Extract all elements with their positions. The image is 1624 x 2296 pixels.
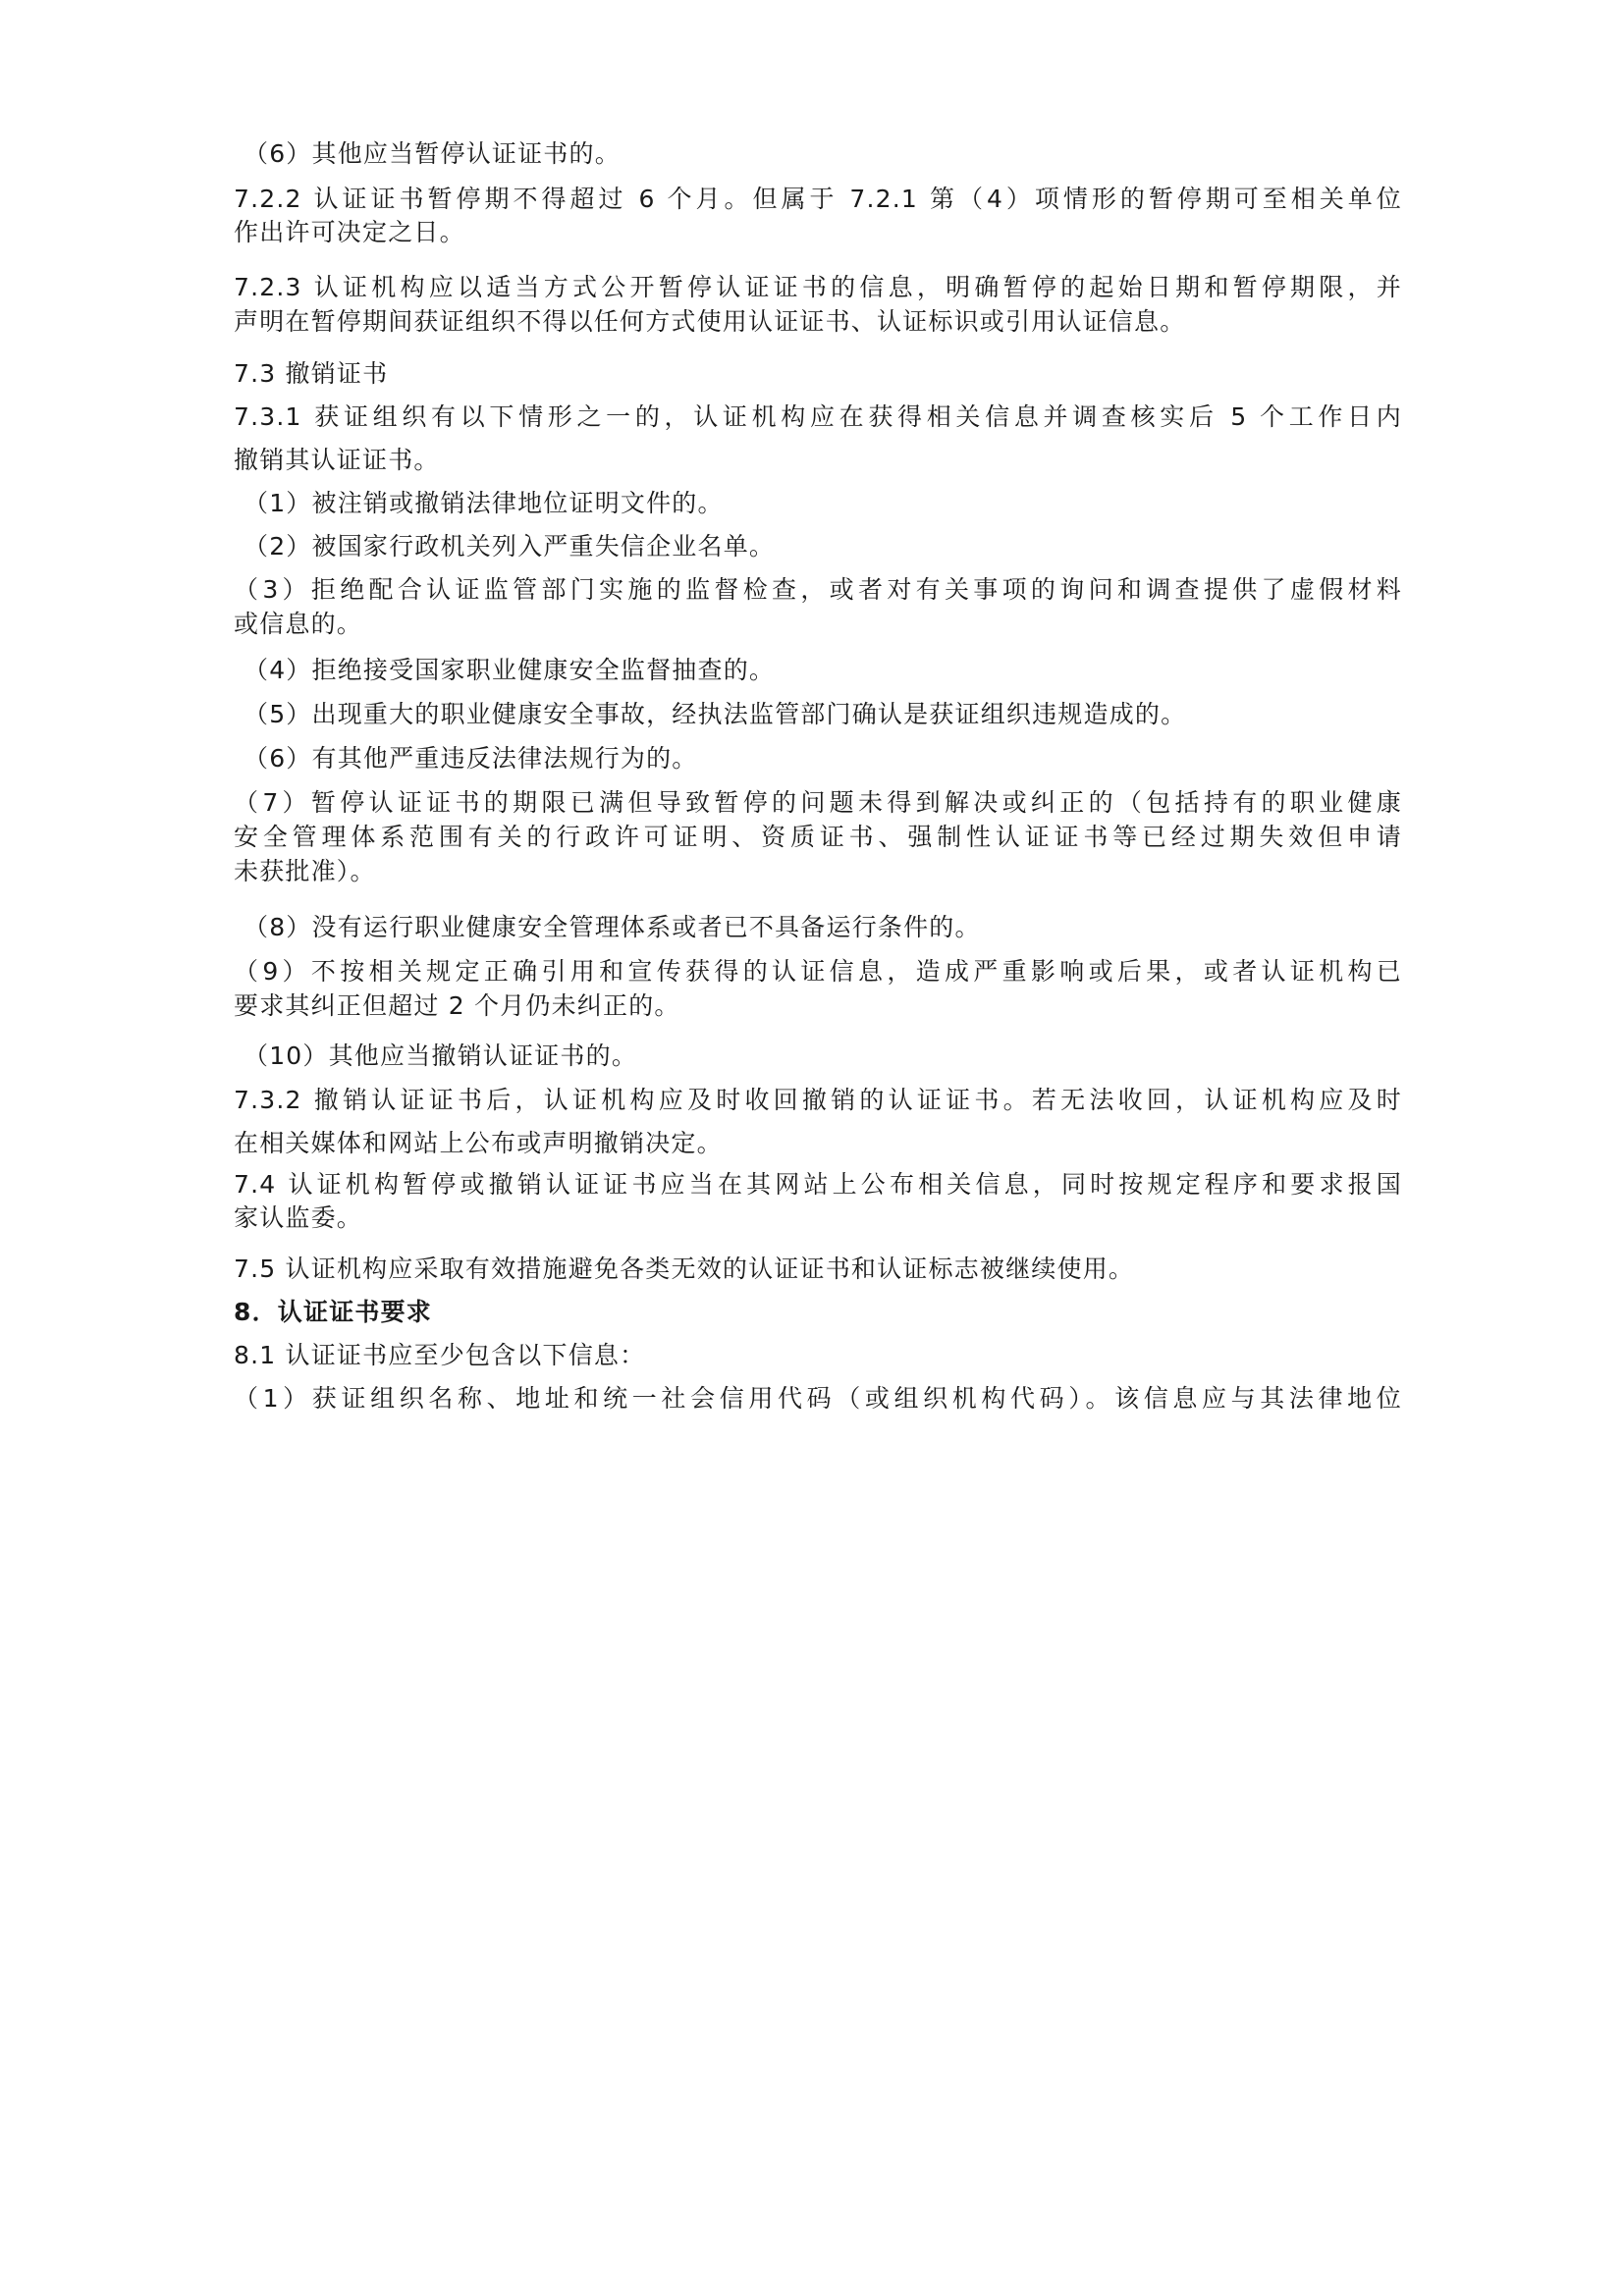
text-line: 撤销其认证证书。 xyxy=(234,446,440,474)
text-line: 7.2.2 认证证书暂停期不得超过 6 个月。但属于 7.2.1 第（4）项情形的暂停期可至相关单位 xyxy=(234,185,1402,213)
text-line: 7.3.2 撤销认证证书后，认证机构应及时收回撤销的认证证书。若无法收回，认证机构应及时 xyxy=(234,1086,1402,1114)
list-item: （10）其他应当撤销认证证书的。 xyxy=(244,1041,638,1070)
text-line: 7.5 认证机构应采取有效措施避免各类无效的认证证书和认证标志被继续使用。 xyxy=(234,1255,1135,1283)
text-line: 8.1 认证证书应至少包含以下信息： xyxy=(234,1341,646,1369)
list-item: （6）有其他严重违反法律法规行为的。 xyxy=(244,744,698,773)
text-line: 要求其纠正但超过 2 个月仍未纠正的。 xyxy=(234,991,680,1020)
list-item: （1）获证组织名称、地址和统一社会信用代码（或组织机构代码）。该信息应与其法律地位 xyxy=(234,1384,1402,1413)
list-item: （3）拒绝配合认证监管部门实施的监督检查，或者对有关事项的询问和调查提供了虚假材料 xyxy=(234,575,1402,604)
text-line: 或信息的。 xyxy=(234,610,363,638)
list-item: （9）不按相关规定正确引用和宣传获得的认证信息，造成严重影响或后果，或者认证机构已 xyxy=(234,957,1402,986)
list-item: （4）拒绝接受国家职业健康安全监督抽查的。 xyxy=(244,656,776,684)
list-item: （8）没有运行职业健康安全管理体系或者已不具备运行条件的。 xyxy=(244,913,981,941)
list-item: （1）被注销或撤销法律地位证明文件的。 xyxy=(244,489,724,517)
section-heading: 8．认证证书要求 xyxy=(234,1298,432,1326)
text-line: 家认监委。 xyxy=(234,1203,363,1232)
text-line: 在相关媒体和网站上公布或声明撤销决定。 xyxy=(234,1129,723,1157)
list-item: （5）出现重大的职业健康安全事故，经执法监管部门确认是获证组织违规造成的。 xyxy=(244,700,1187,728)
section-heading: 7.3 撤销证书 xyxy=(234,359,389,388)
text-line: 7.2.3 认证机构应以适当方式公开暂停认证证书的信息，明确暂停的起始日期和暂停期限，并 xyxy=(234,273,1402,301)
list-item: （7）暂停认证证书的期限已满但导致暂停的问题未得到解决或纠正的（包括持有的职业健康 xyxy=(234,788,1402,817)
text-line: 声明在暂停期间获证组织不得以任何方式使用认证证书、认证标识或引用认证信息。 xyxy=(234,307,1186,336)
text-line: 未获批准）。 xyxy=(234,857,376,885)
text-line: 7.3.1 获证组织有以下情形之一的，认证机构应在获得相关信息并调查核实后 5 个工作日内 xyxy=(234,402,1402,431)
list-item: （2）被国家行政机关列入严重失信企业名单。 xyxy=(244,532,776,561)
text-line: 作出许可决定之日。 xyxy=(234,218,465,246)
text-line: 安全管理体系范围有关的行政许可证明、资质证书、强制性认证证书等已经过期失效但申请 xyxy=(234,823,1402,851)
text-line: 7.4 认证机构暂停或撤销认证证书应当在其网站上公布相关信息，同时按规定程序和要求报国 xyxy=(234,1170,1402,1199)
text-line: （6）其他应当暂停认证证书的。 xyxy=(244,139,621,168)
